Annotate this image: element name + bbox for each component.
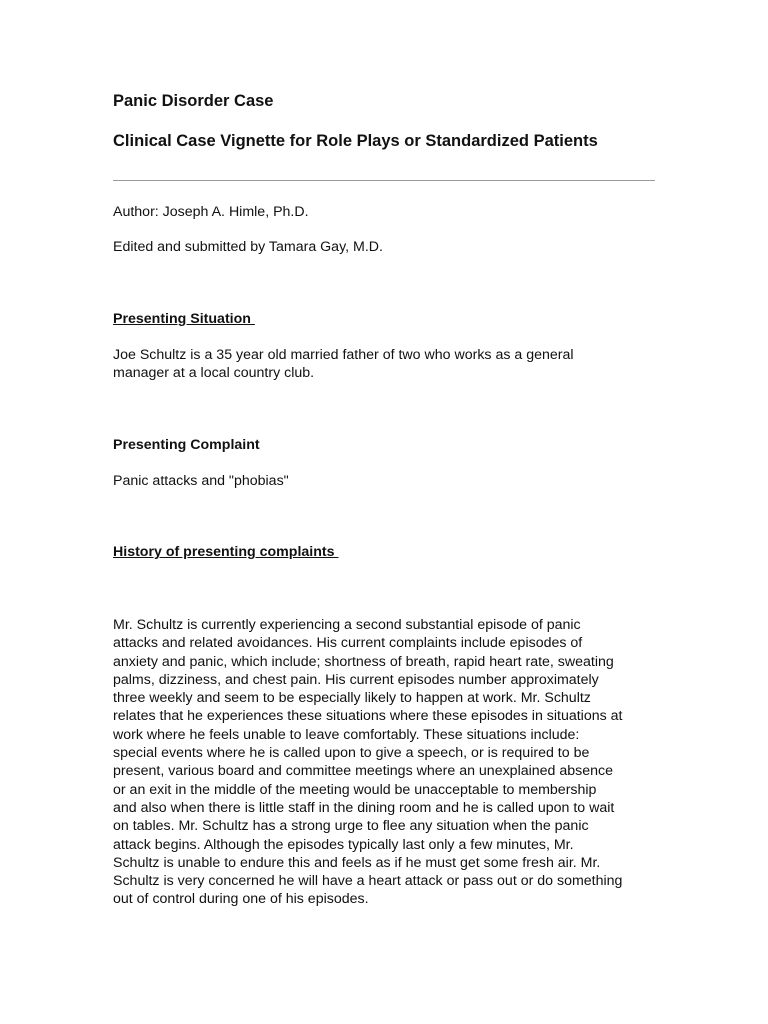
paragraph-line: present, various board and committee meetings where an unexplained absence <box>113 763 614 780</box>
presenting-complaint-heading: Presenting Complaint <box>113 437 260 453</box>
paragraph-line: palms, dizziness, and chest pain. His current episodes number approximately <box>113 671 599 688</box>
paragraph-line: Mr. Schultz is currently experiencing a second substantial episode of panic <box>113 617 581 633</box>
paragraph-line: attack begins. Although the episodes typically last only a few minutes, Mr. <box>113 836 574 853</box>
history-heading: History of presenting complaints <box>113 544 339 560</box>
document-subtitle: Clinical Case Vignette for Role Plays or Standardized Patients <box>113 132 598 150</box>
horizontal-divider <box>113 180 655 181</box>
paragraph-line: attacks and related avoidances. His current complaints include episodes of <box>113 635 583 652</box>
presenting-situation-paragraph <box>113 346 663 383</box>
paragraph-line: or an exit in the middle of the meeting would be unacceptable to membership <box>113 781 597 798</box>
history-paragraph <box>113 616 663 909</box>
paragraph-line: out of control during one of his episodes. <box>113 891 369 908</box>
paragraph-line: manager at a local country club. <box>113 365 315 382</box>
paragraph-line: work where he feels unable to leave comfortably. These situations include: <box>113 726 580 743</box>
paragraph-line: relates that he experiences these situations where these episodes in situations at <box>113 708 623 725</box>
paragraph-line: Schultz is unable to endure this and feels as if he must get some fresh air. Mr. <box>113 854 601 871</box>
presenting-complaint-text: Panic attacks and "phobias" <box>113 473 289 489</box>
editor-line: Edited and submitted by Tamara Gay, M.D. <box>113 239 383 255</box>
paragraph-line: anxiety and panic, which include; shortness of breath, rapid heart rate, sweating <box>113 653 614 670</box>
paragraph-line: and also when there is little staff in the dining room and he is called upon to wait <box>113 799 615 816</box>
paragraph-line: Joe Schultz is a 35 year old married father of two who works as a general <box>113 347 574 363</box>
paragraph-line: three weekly and seem to be especially likely to happen at work. Mr. Schultz <box>113 690 591 707</box>
paragraph-line: on tables. Mr. Schultz has a strong urge to flee any situation when the panic <box>113 818 589 835</box>
author-line: Author: Joseph A. Himle, Ph.D. <box>113 204 309 220</box>
presenting-situation-heading: Presenting Situation <box>113 311 255 327</box>
paragraph-line: Schultz is very concerned he will have a heart attack or pass out or do something <box>113 873 623 890</box>
document-title: Panic Disorder Case <box>113 92 274 110</box>
paragraph-line: special events where he is called upon to give a speech, or is required to be <box>113 745 590 762</box>
